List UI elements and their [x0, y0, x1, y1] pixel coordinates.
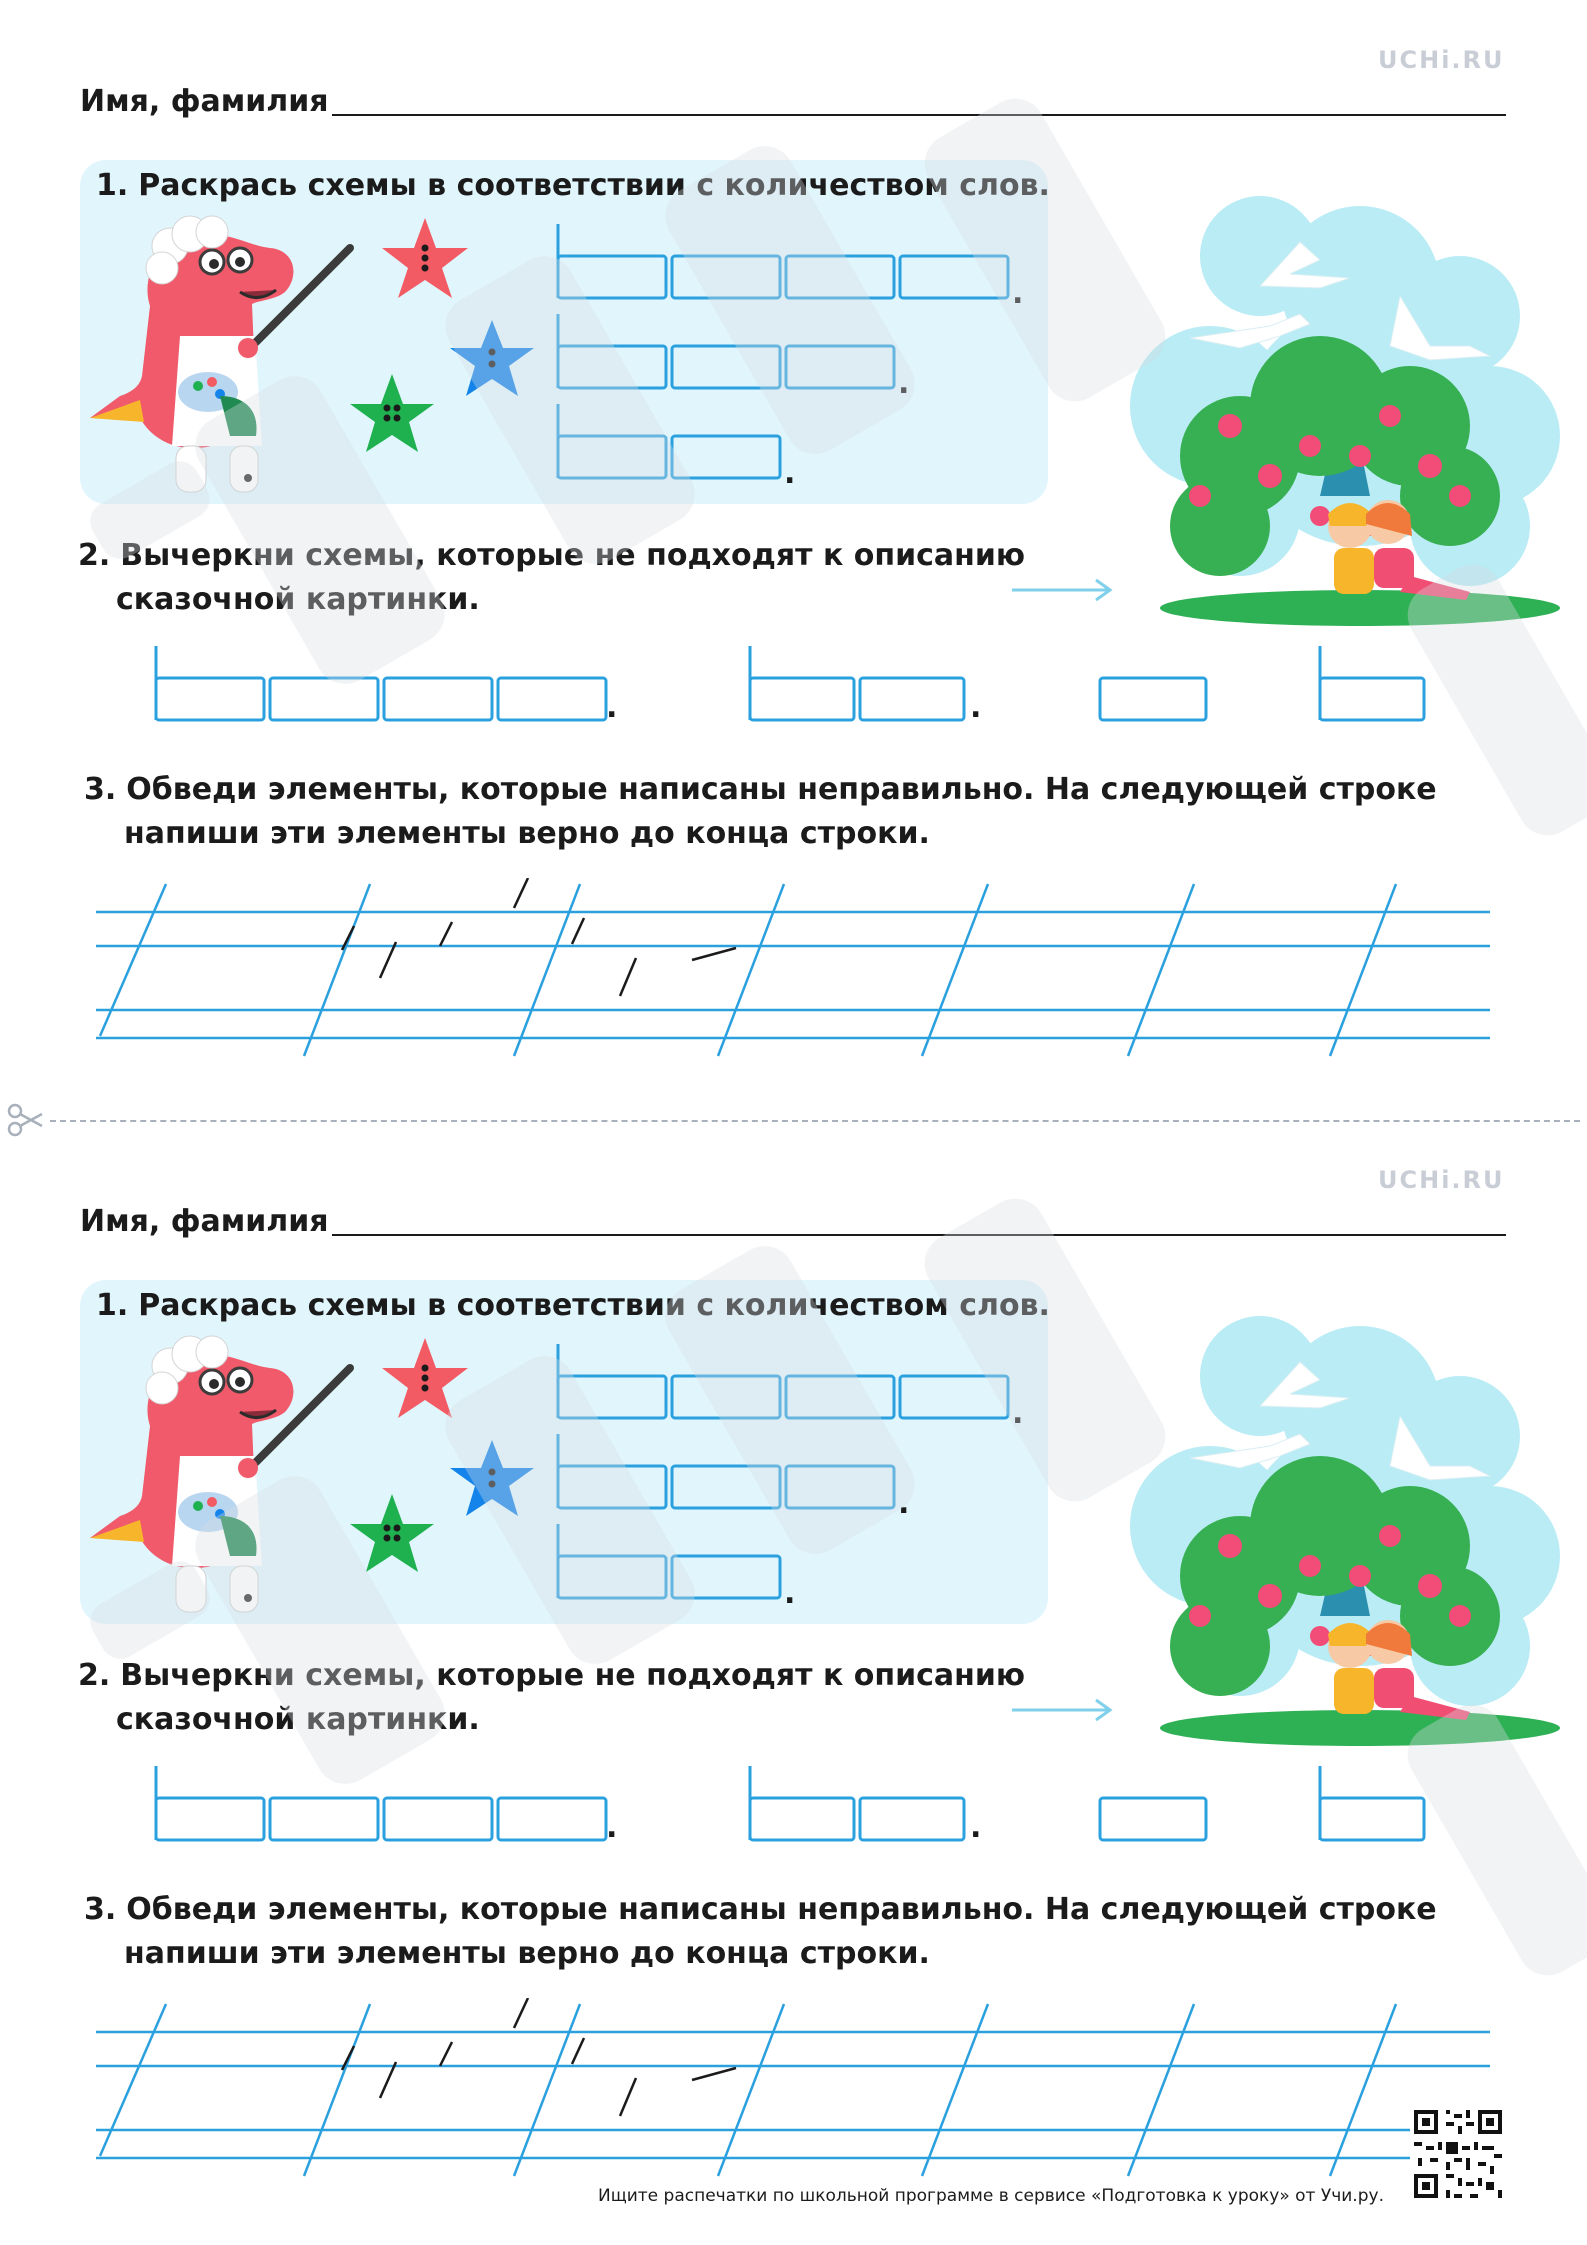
- task2-title: [78, 534, 1025, 622]
- qr-code-icon[interactable]: [1410, 2106, 1506, 2202]
- star-blue-icon: [450, 1440, 534, 1516]
- task2-text-line1: Вычеркни схемы, которые не подходят к описанию: [120, 1658, 1026, 1693]
- task1-number: 1.: [96, 1288, 129, 1323]
- task2-text-line2: сказочной картинки.: [116, 582, 480, 617]
- name-label: Имя, фамилия: [80, 84, 329, 119]
- brand-logo: UCHi.RU: [1378, 1166, 1505, 1194]
- dino-painter-illustration: [80, 1316, 540, 1626]
- task1-schemas: [556, 224, 1016, 484]
- handwriting-practice-lines[interactable]: [96, 878, 1490, 1062]
- task1-schemas: [556, 1344, 1016, 1604]
- task2-schemas: [152, 644, 1432, 728]
- period: .: [784, 1576, 796, 1611]
- period: .: [970, 1810, 982, 1845]
- period: .: [970, 690, 982, 725]
- task2-number: 2.: [78, 1658, 111, 1693]
- worksheet-bottom: [0, 1120, 1587, 2240]
- task1-number: 1.: [96, 168, 129, 203]
- task3-text-line1: Обведи элементы, которые написаны неправильно. На следующей строке: [126, 1892, 1437, 1927]
- task1-text: Раскрась схемы в соответствии с количеством слов.: [138, 168, 1050, 203]
- period: .: [898, 366, 910, 401]
- letter-elements: [342, 878, 736, 996]
- period: .: [1012, 276, 1024, 311]
- letter-elements: [342, 1998, 736, 2116]
- task2-number: 2.: [78, 538, 111, 573]
- task2-title: [78, 1654, 1025, 1742]
- task3-text-line2: напиши эти элементы верно до конца строки.: [124, 816, 930, 851]
- task3-text-line2: напиши эти элементы верно до конца строки.: [124, 1936, 930, 1971]
- task3-title: [84, 1888, 1437, 1976]
- name-input-line[interactable]: [332, 114, 1506, 116]
- period: .: [606, 1810, 618, 1845]
- task2-text-line1: Вычеркни схемы, которые не подходят к описанию: [120, 538, 1026, 573]
- brand-logo: UCHi.RU: [1378, 46, 1505, 74]
- task3-text-line1: Обведи элементы, которые написаны неправильно. На следующей строке: [126, 772, 1437, 807]
- footer-text: Ищите распечатки по школьной программе в сервисе «Подготовка к уроку» от Учи.ру.: [598, 2186, 1384, 2206]
- handwriting-practice-lines[interactable]: [96, 1998, 1490, 2182]
- task3-title: [84, 768, 1437, 856]
- period: .: [606, 690, 618, 725]
- fairy-tale-scene-illustration: [1070, 196, 1570, 626]
- fairy-tale-scene-illustration: [1070, 1316, 1570, 1746]
- task1-text: Раскрась схемы в соответствии с количеством слов.: [138, 1288, 1050, 1323]
- star-green-icon: [350, 1494, 434, 1572]
- worksheet-top: [0, 0, 1587, 1120]
- task3-number: 3.: [84, 1892, 117, 1927]
- task2-schemas: [152, 1764, 1432, 1848]
- star-green-icon: [350, 374, 434, 452]
- name-label: Имя, фамилия: [80, 1204, 329, 1239]
- period: .: [1012, 1396, 1024, 1431]
- task2-text-line2: сказочной картинки.: [116, 1702, 480, 1737]
- star-blue-icon: [450, 320, 534, 396]
- dino-painter-illustration: [80, 196, 540, 506]
- name-input-line[interactable]: [332, 1234, 1506, 1236]
- period: .: [898, 1486, 910, 1521]
- period: .: [784, 456, 796, 491]
- task3-number: 3.: [84, 772, 117, 807]
